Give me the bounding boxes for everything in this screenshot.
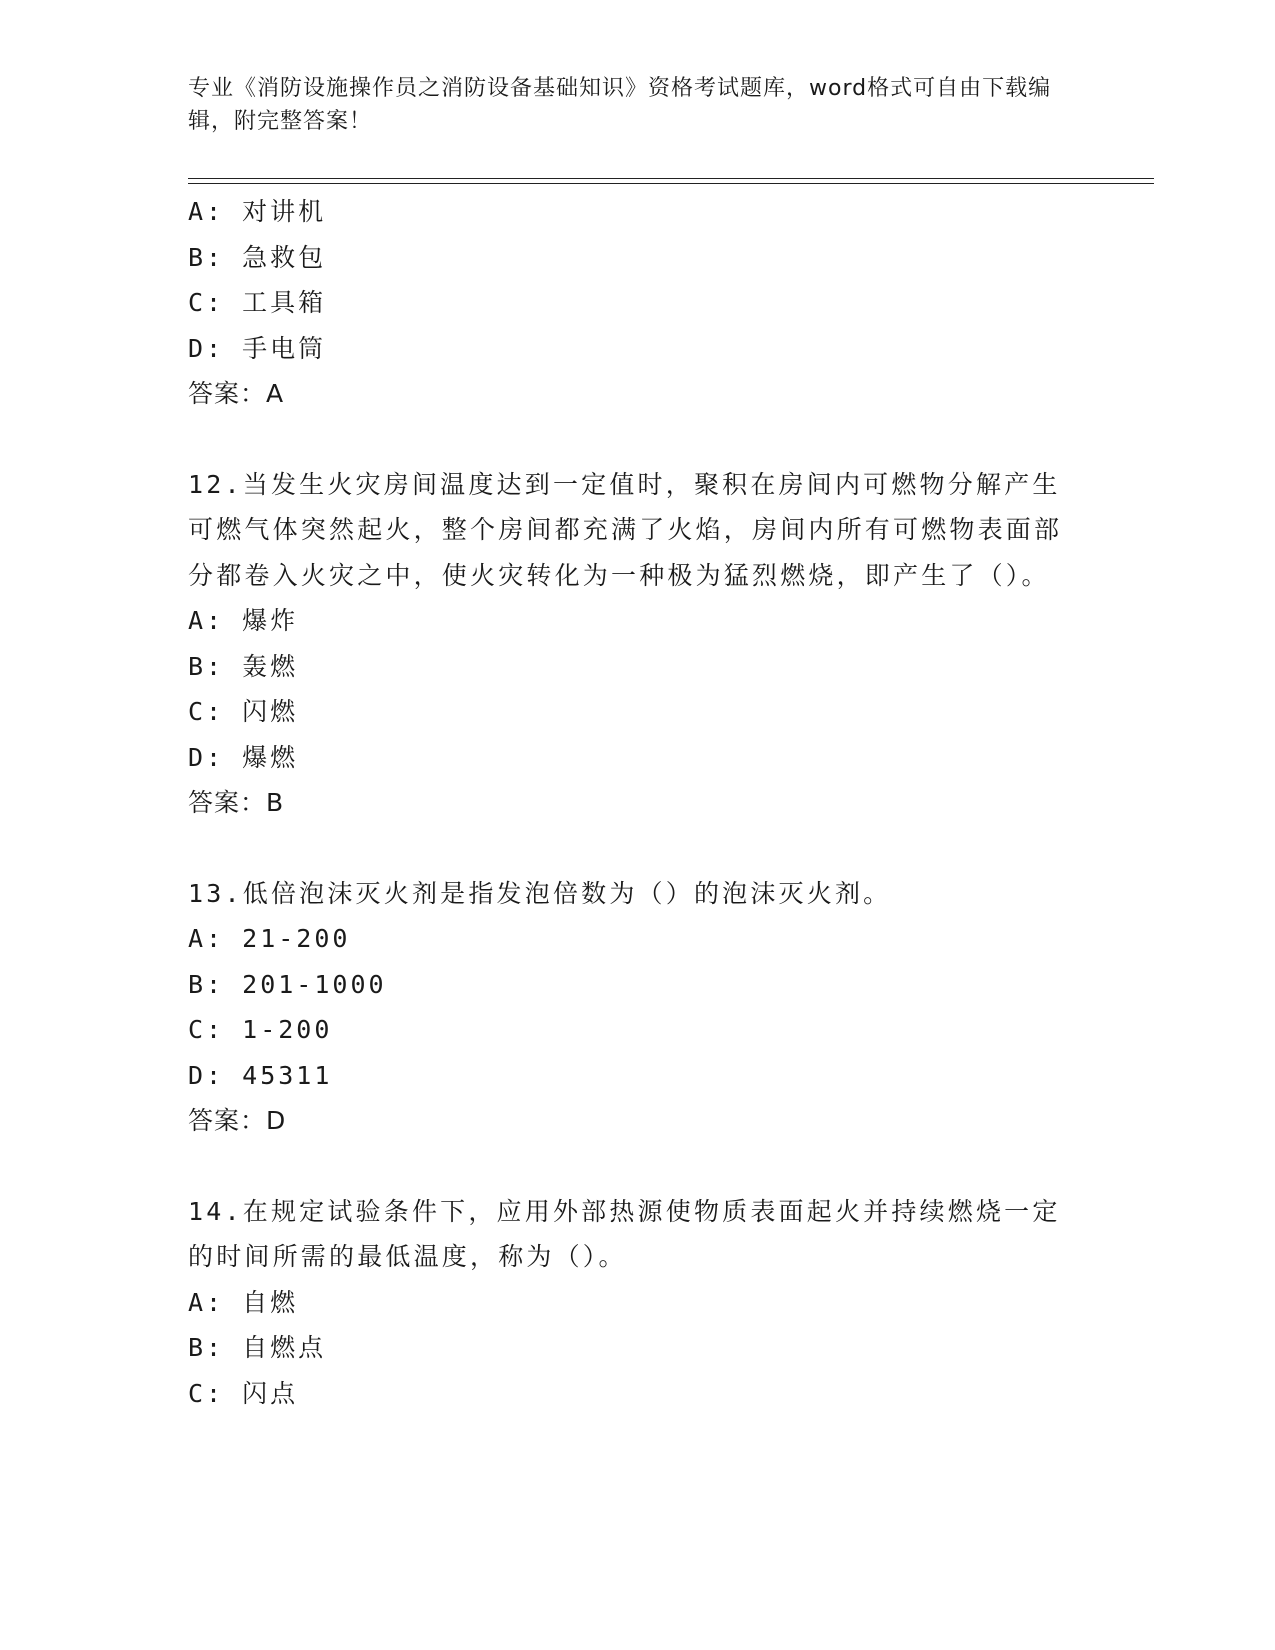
answer-line: 答案：A (188, 379, 285, 408)
question-13 (188, 871, 1088, 1144)
header-title: 专业《消防设施操作员之消防设备基础知识》资格考试题库，word格式可自由下载编辑，附完整答案！ (188, 76, 1052, 134)
option-a: A: 自燃 (188, 1287, 299, 1317)
header-divider (188, 178, 1154, 184)
option-b: B: 201-1000 (188, 969, 387, 999)
option-d: D: 手电筒 (188, 333, 327, 363)
option-d: D: 45311 (188, 1060, 333, 1090)
answer-line: 答案：D (188, 1106, 287, 1135)
question-12 (188, 462, 1088, 826)
option-d: D: 爆燃 (188, 742, 299, 772)
option-c: C: 工具箱 (188, 288, 327, 317)
option-a: A: 对讲机 (188, 197, 327, 226)
option-c: C: 闪点 (188, 1378, 299, 1408)
option-b: B: 急救包 (188, 242, 327, 272)
question-list (188, 189, 1088, 1416)
option-b: B: 轰燃 (188, 651, 299, 681)
document-header (188, 72, 1068, 138)
answer-line: 答案：B (188, 788, 285, 817)
option-b: B: 自燃点 (188, 1333, 327, 1362)
question-stem: 13.低倍泡沫灭火剂是指发泡倍数为（）的泡沫灭火剂。 (188, 878, 892, 908)
question-stem: 14.在规定试验条件下，应用外部热源使物质表面起火并持续燃烧一定的时间所需的最低温度，称为（）。 (188, 1196, 1061, 1271)
option-a: A: 21-200 (188, 924, 351, 953)
question-stem: 12.当发生火灾房间温度达到一定值时，聚积在房间内可燃物分解产生可燃气体突然起火，整个房间都充满了火焰，房间内所有可燃物表面部分都卷入火灾之中，使火灾转化为一种极为猛烈燃烧，即产生了（）。 (188, 469, 1063, 590)
option-c: C: 闪燃 (188, 697, 299, 726)
question-11 (188, 189, 1088, 417)
question-14 (188, 1189, 1088, 1417)
option-c: C: 1-200 (188, 1015, 333, 1044)
option-a: A: 爆炸 (188, 606, 299, 635)
